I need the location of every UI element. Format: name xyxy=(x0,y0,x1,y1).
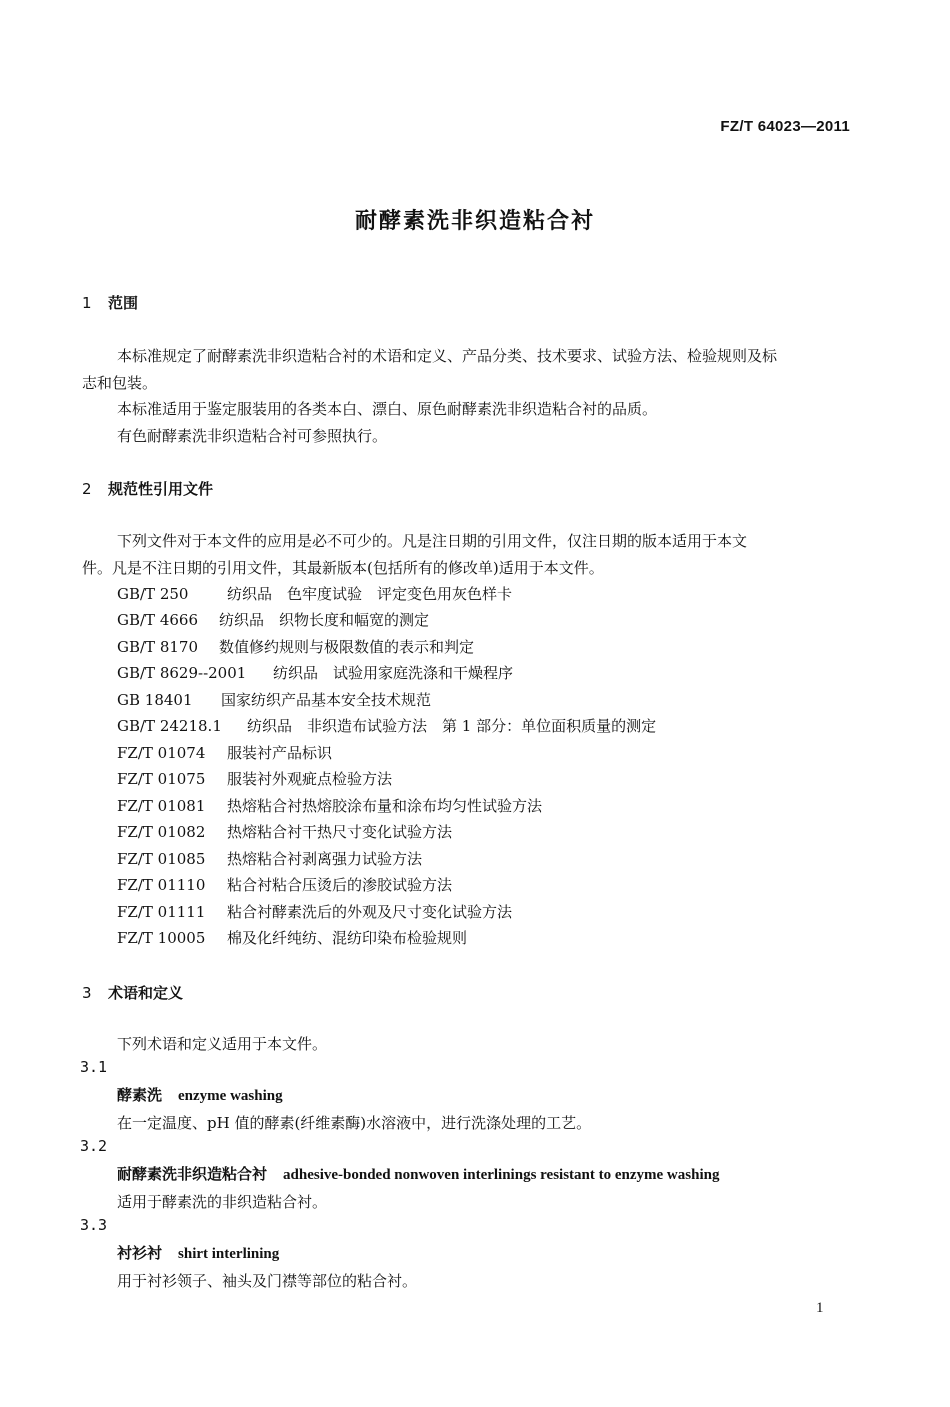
scope-line-4: 有色耐酵素洗非织造粘合衬可参照执行。 xyxy=(117,427,388,445)
term-definition: 在一定温度、pH 值的酵素(纤维素酶)水溶液中，进行洗涤处理的工艺。 xyxy=(117,1114,592,1132)
reference-code: FZ/T 10005 xyxy=(117,929,206,947)
term-name xyxy=(117,1163,719,1184)
reference-title: 棉及化纤纯纺、混纺印染布检验规则 xyxy=(227,929,468,947)
term-definition: 用于衬衫领子、袖头及门襟等部位的粘合衬。 xyxy=(117,1272,418,1290)
reference-title: 纺织品 色牢度试验 评定变色用灰色样卡 xyxy=(227,585,513,603)
reference-title: 服装衬产品标识 xyxy=(227,744,333,762)
reference-item xyxy=(117,581,512,608)
section-number: 2 xyxy=(82,480,92,498)
section-title: 范围 xyxy=(108,294,139,312)
section-number: 1 xyxy=(82,294,92,312)
reference-item xyxy=(117,660,513,687)
reference-code: GB/T 8170 xyxy=(117,638,199,656)
reference-code: GB/T 24218.1 xyxy=(117,717,222,735)
reference-code: FZ/T 01074 xyxy=(117,744,206,762)
reference-code: GB/T 8629--2001 xyxy=(117,664,247,682)
reference-code: GB/T 4666 xyxy=(117,611,199,629)
page-number: 1 xyxy=(816,1300,824,1316)
term-number: 3.2 xyxy=(80,1137,108,1155)
term-en: enzyme washing xyxy=(178,1088,283,1104)
references-intro-line-1: 下列文件对于本文件的应用是必不可少的。凡是注日期的引用文件，仅注日期的版本适用于本文 xyxy=(117,532,748,550)
reference-item xyxy=(117,687,431,714)
scope-line-3: 本标准适用于鉴定服装用的各类本白、漂白、原色耐酵素洗非织造粘合衬的品质。 xyxy=(117,400,658,418)
reference-title: 国家纺织产品基本安全技术规范 xyxy=(221,691,432,709)
reference-code: FZ/T 01110 xyxy=(117,876,206,894)
reference-title: 纺织品 非织造布试验方法 第 1 部分：单位面积质量的测定 xyxy=(247,717,657,735)
reference-title: 数值修约规则与极限数值的表示和判定 xyxy=(219,638,475,656)
document-title: 耐酵素洗非织造粘合衬 xyxy=(354,209,595,234)
section-title: 规范性引用文件 xyxy=(108,480,214,498)
reference-item xyxy=(117,766,392,793)
term-definition: 适用于酵素洗的非织造粘合衬。 xyxy=(117,1193,328,1211)
reference-code: GB/T 250 xyxy=(117,585,189,603)
term-number: 3.3 xyxy=(80,1216,108,1234)
term-en: adhesive-bonded nonwoven interlinings resistant to enzyme washing xyxy=(283,1167,720,1183)
reference-item xyxy=(117,872,452,899)
reference-title: 纺织品 试验用家庭洗涤和干燥程序 xyxy=(273,664,514,682)
term-name xyxy=(117,1084,283,1105)
reference-code: FZ/T 01085 xyxy=(117,850,206,868)
reference-item xyxy=(117,925,467,952)
section-1-heading xyxy=(82,292,138,313)
reference-title: 纺织品 织物长度和幅宽的测定 xyxy=(219,611,430,629)
section-number: 3 xyxy=(82,984,92,1002)
section-title: 术语和定义 xyxy=(108,984,184,1002)
reference-title: 热熔粘合衬剥离强力试验方法 xyxy=(227,850,423,868)
reference-code: FZ/T 01111 xyxy=(117,903,206,921)
reference-item xyxy=(117,607,429,634)
reference-item xyxy=(117,634,474,661)
reference-title: 热熔粘合衬热熔胶涂布量和涂布均匀性试验方法 xyxy=(227,797,543,815)
reference-item xyxy=(117,793,542,820)
term-zh: 衬衫衬 xyxy=(117,1244,163,1262)
reference-code: FZ/T 01081 xyxy=(117,797,206,815)
term-zh: 耐酵素洗非织造粘合衬 xyxy=(117,1165,268,1183)
references-intro-line-2: 件。凡是不注日期的引用文件，其最新版本(包括所有的修改单)适用于本文件。 xyxy=(82,559,604,577)
reference-item xyxy=(117,819,452,846)
term-number: 3.1 xyxy=(80,1058,108,1076)
scope-line-2: 志和包装。 xyxy=(82,374,158,392)
section-2-heading xyxy=(82,478,213,499)
reference-item xyxy=(117,740,332,767)
reference-code: GB 18401 xyxy=(117,691,193,709)
term-name xyxy=(117,1242,279,1263)
term-zh: 酵素洗 xyxy=(117,1086,163,1104)
reference-item xyxy=(117,899,512,926)
reference-title: 热熔粘合衬干热尺寸变化试验方法 xyxy=(227,823,453,841)
reference-code: FZ/T 01082 xyxy=(117,823,206,841)
section-3-heading xyxy=(82,982,183,1003)
reference-item xyxy=(117,713,656,740)
document-code: FZ/T 64023—2011 xyxy=(720,118,850,135)
terms-intro: 下列术语和定义适用于本文件。 xyxy=(117,1035,328,1053)
term-en: shirt interlining xyxy=(178,1246,280,1262)
reference-title: 粘合衬粘合压烫后的渗胶试验方法 xyxy=(227,876,453,894)
reference-code: FZ/T 01075 xyxy=(117,770,206,788)
reference-title: 服装衬外观疵点检验方法 xyxy=(227,770,393,788)
reference-item xyxy=(117,846,422,873)
reference-title: 粘合衬酵素洗后的外观及尺寸变化试验方法 xyxy=(227,903,513,921)
scope-line-1: 本标准规定了耐酵素洗非织造粘合衬的术语和定义、产品分类、技术要求、试验方法、检验规则及标 xyxy=(117,347,778,365)
